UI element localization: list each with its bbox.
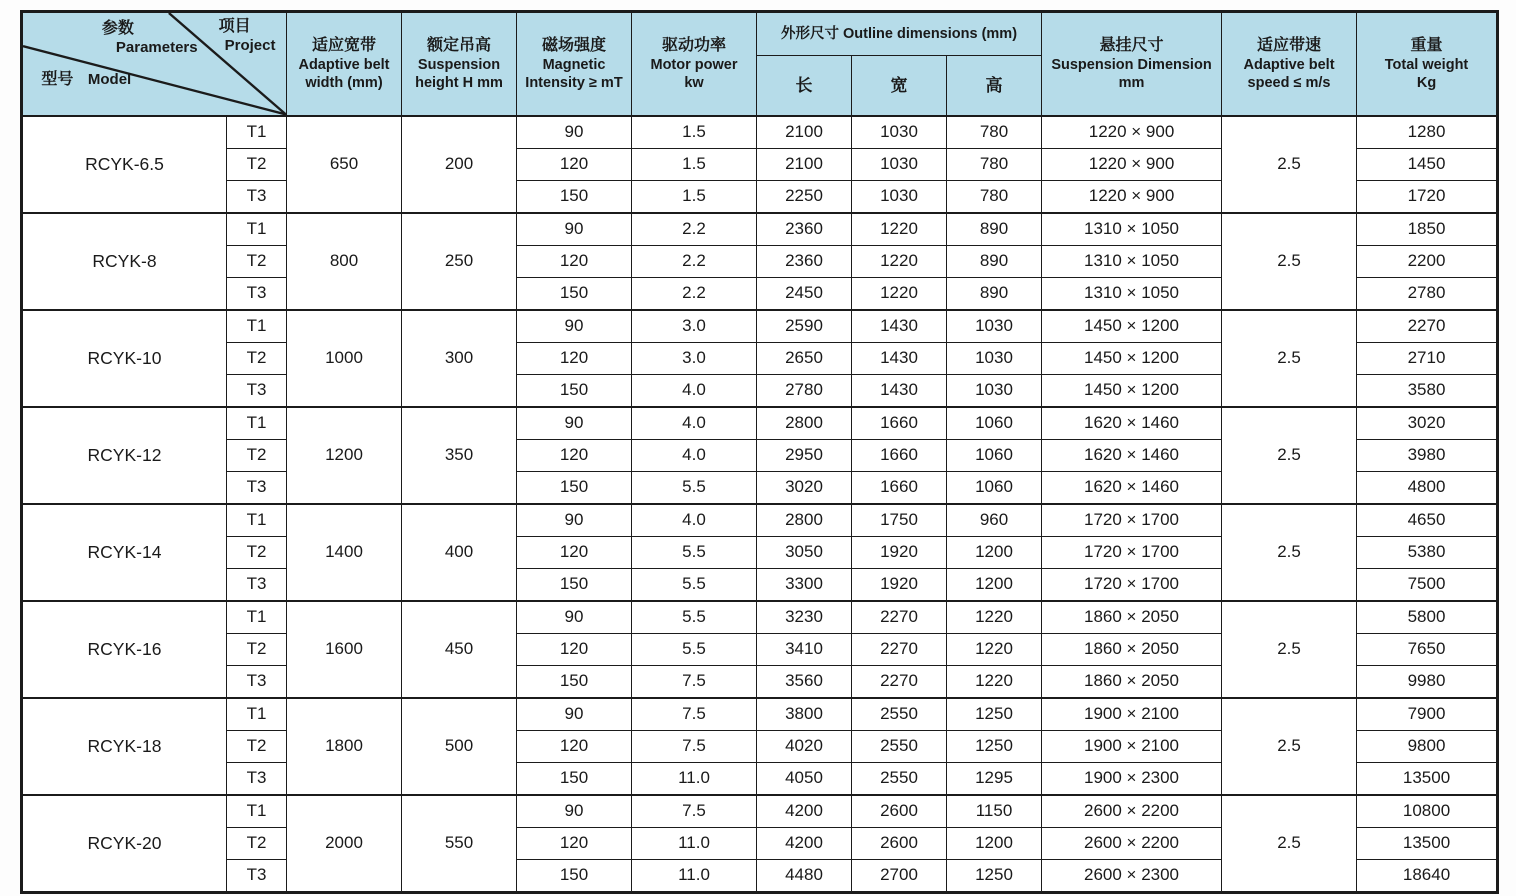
width-cell: 1660: [852, 471, 947, 504]
length-cell: 4020: [757, 730, 852, 762]
height-cell: 890: [947, 277, 1042, 310]
length-cell: 2800: [757, 504, 852, 537]
table-row: [22, 310, 1498, 343]
t-label-cell: T2: [227, 633, 287, 665]
weight-cell: 13500: [1357, 827, 1498, 859]
width-cell: 1660: [852, 439, 947, 471]
suspension-dimension-cell: 2600 × 2200: [1042, 795, 1222, 828]
length-cell: 4200: [757, 827, 852, 859]
belt-width-cell: 1800: [287, 698, 402, 795]
length-cell: 2800: [757, 407, 852, 440]
belt-speed-cell: 2.5: [1222, 601, 1357, 698]
motor-power-cell: 3.0: [632, 310, 757, 343]
t-label-cell: T2: [227, 148, 287, 180]
width-cell: 2550: [852, 762, 947, 795]
length-cell: 4480: [757, 859, 852, 892]
motor-power-cell: 7.5: [632, 698, 757, 731]
t-label-cell: T3: [227, 859, 287, 892]
motor-power-cell: 7.5: [632, 730, 757, 762]
motor-power-cell: 7.5: [632, 665, 757, 698]
height-cell: 1250: [947, 698, 1042, 731]
corner-label-parameters: 参数 Parameters: [101, 20, 198, 57]
suspension-dimension-cell: 1220 × 900: [1042, 116, 1222, 149]
weight-cell: 7900: [1357, 698, 1498, 731]
belt-speed-cell: 2.5: [1222, 698, 1357, 795]
weight-cell: 7650: [1357, 633, 1498, 665]
height-cell: 1220: [947, 633, 1042, 665]
width-cell: 1430: [852, 342, 947, 374]
belt-width-cell: 2000: [287, 795, 402, 893]
table-row: [22, 795, 1498, 828]
magnetic-intensity-cell: 90: [517, 795, 632, 828]
length-cell: 3560: [757, 665, 852, 698]
suspension-dimension-cell: 1620 × 1460: [1042, 471, 1222, 504]
width-cell: 2270: [852, 665, 947, 698]
model-cell: RCYK-20: [22, 795, 227, 893]
t-label-cell: T1: [227, 116, 287, 149]
height-cell: 1295: [947, 762, 1042, 795]
magnetic-intensity-cell: 90: [517, 310, 632, 343]
model-cell: RCYK-6.5: [22, 116, 227, 213]
t-label-cell: T3: [227, 665, 287, 698]
belt-width-cell: 1000: [287, 310, 402, 407]
col-header-suspension-dimension: 悬挂尺寸 Suspension Dimension mm: [1042, 12, 1222, 116]
t-label-cell: T1: [227, 795, 287, 828]
suspension-dimension-cell: 1860 × 2050: [1042, 601, 1222, 634]
magnetic-intensity-cell: 90: [517, 504, 632, 537]
belt-speed-cell: 2.5: [1222, 310, 1357, 407]
weight-cell: 1280: [1357, 116, 1498, 149]
motor-power-cell: 1.5: [632, 116, 757, 149]
suspension-dimension-cell: 1900 × 2100: [1042, 730, 1222, 762]
corner-header-cell: [22, 12, 287, 116]
suspension-height-cell: 200: [402, 116, 517, 213]
suspension-height-cell: 300: [402, 310, 517, 407]
width-cell: 1920: [852, 568, 947, 601]
weight-cell: 1850: [1357, 213, 1498, 246]
magnetic-intensity-cell: 120: [517, 342, 632, 374]
motor-power-cell: 5.5: [632, 633, 757, 665]
suspension-height-cell: 450: [402, 601, 517, 698]
weight-cell: 9980: [1357, 665, 1498, 698]
suspension-dimension-cell: 1220 × 900: [1042, 148, 1222, 180]
height-cell: 1200: [947, 568, 1042, 601]
suspension-dimension-cell: 1900 × 2100: [1042, 698, 1222, 731]
t-label-cell: T2: [227, 245, 287, 277]
height-cell: 780: [947, 116, 1042, 149]
col-header-height: 高: [947, 56, 1042, 116]
weight-cell: 4800: [1357, 471, 1498, 504]
belt-speed-cell: 2.5: [1222, 213, 1357, 310]
motor-power-cell: 5.5: [632, 601, 757, 634]
t-label-cell: T3: [227, 180, 287, 213]
height-cell: 1220: [947, 665, 1042, 698]
motor-power-cell: 1.5: [632, 180, 757, 213]
height-cell: 780: [947, 180, 1042, 213]
width-cell: 1660: [852, 407, 947, 440]
table-row: [22, 698, 1498, 731]
table-row: [22, 213, 1498, 246]
height-cell: 1030: [947, 342, 1042, 374]
length-cell: 2950: [757, 439, 852, 471]
width-cell: 2270: [852, 601, 947, 634]
length-cell: 3300: [757, 568, 852, 601]
width-cell: 2600: [852, 795, 947, 828]
length-cell: 3020: [757, 471, 852, 504]
table-row: [22, 116, 1498, 149]
model-cell: RCYK-16: [22, 601, 227, 698]
col-header-belt-speed: 适应带速 Adaptive belt speed ≤ m/s: [1222, 12, 1357, 116]
motor-power-cell: 3.0: [632, 342, 757, 374]
t-label-cell: T1: [227, 310, 287, 343]
specification-table: [20, 10, 1499, 894]
t-label-cell: T3: [227, 568, 287, 601]
length-cell: 2250: [757, 180, 852, 213]
height-cell: 890: [947, 213, 1042, 246]
suspension-dimension-cell: 1720 × 1700: [1042, 504, 1222, 537]
model-cell: RCYK-10: [22, 310, 227, 407]
height-cell: 1060: [947, 407, 1042, 440]
width-cell: 2550: [852, 698, 947, 731]
width-cell: 1220: [852, 245, 947, 277]
height-cell: 1200: [947, 536, 1042, 568]
table-row: [22, 601, 1498, 634]
height-cell: 1250: [947, 859, 1042, 892]
t-label-cell: T3: [227, 471, 287, 504]
model-cell: RCYK-18: [22, 698, 227, 795]
magnetic-intensity-cell: 120: [517, 245, 632, 277]
corner-label-project: 项目 Project: [218, 18, 276, 55]
motor-power-cell: 4.0: [632, 504, 757, 537]
suspension-dimension-cell: 1620 × 1460: [1042, 407, 1222, 440]
length-cell: 2590: [757, 310, 852, 343]
suspension-dimension-cell: 1310 × 1050: [1042, 245, 1222, 277]
weight-cell: 7500: [1357, 568, 1498, 601]
motor-power-cell: 11.0: [632, 827, 757, 859]
weight-cell: 3020: [1357, 407, 1498, 440]
width-cell: 1750: [852, 504, 947, 537]
table-row: [22, 407, 1498, 440]
motor-power-cell: 2.2: [632, 213, 757, 246]
magnetic-intensity-cell: 120: [517, 827, 632, 859]
belt-speed-cell: 2.5: [1222, 795, 1357, 893]
height-cell: 1060: [947, 471, 1042, 504]
weight-cell: 1720: [1357, 180, 1498, 213]
suspension-dimension-cell: 1720 × 1700: [1042, 568, 1222, 601]
length-cell: 4200: [757, 795, 852, 828]
col-header-length: 长: [757, 56, 852, 116]
belt-width-cell: 1200: [287, 407, 402, 504]
width-cell: 2270: [852, 633, 947, 665]
magnetic-intensity-cell: 120: [517, 633, 632, 665]
suspension-dimension-cell: 1720 × 1700: [1042, 536, 1222, 568]
suspension-dimension-cell: 1450 × 1200: [1042, 310, 1222, 343]
length-cell: 2650: [757, 342, 852, 374]
magnetic-intensity-cell: 150: [517, 471, 632, 504]
weight-cell: 2270: [1357, 310, 1498, 343]
t-label-cell: T1: [227, 407, 287, 440]
length-cell: 3800: [757, 698, 852, 731]
magnetic-intensity-cell: 150: [517, 762, 632, 795]
table-row: [22, 504, 1498, 537]
length-cell: 2450: [757, 277, 852, 310]
width-cell: 2700: [852, 859, 947, 892]
col-header-magnetic-intensity: 磁场强度 Magnetic Intensity ≥ mT: [517, 12, 632, 116]
belt-speed-cell: 2.5: [1222, 116, 1357, 213]
suspension-dimension-cell: 1620 × 1460: [1042, 439, 1222, 471]
width-cell: 1030: [852, 180, 947, 213]
suspension-dimension-cell: 1450 × 1200: [1042, 342, 1222, 374]
length-cell: 4050: [757, 762, 852, 795]
t-label-cell: T1: [227, 213, 287, 246]
t-label-cell: T1: [227, 601, 287, 634]
length-cell: 2780: [757, 374, 852, 407]
length-cell: 3230: [757, 601, 852, 634]
t-label-cell: T1: [227, 698, 287, 731]
weight-cell: 3580: [1357, 374, 1498, 407]
magnetic-intensity-cell: 90: [517, 601, 632, 634]
motor-power-cell: 11.0: [632, 859, 757, 892]
belt-speed-cell: 2.5: [1222, 407, 1357, 504]
motor-power-cell: 4.0: [632, 439, 757, 471]
height-cell: 1030: [947, 310, 1042, 343]
suspension-dimension-cell: 2600 × 2300: [1042, 859, 1222, 892]
col-header-total-weight: 重量 Total weight Kg: [1357, 12, 1498, 116]
magnetic-intensity-cell: 90: [517, 116, 632, 149]
weight-cell: 2200: [1357, 245, 1498, 277]
t-label-cell: T2: [227, 439, 287, 471]
col-header-outline-dimensions: 外形尺寸 Outline dimensions (mm): [757, 12, 1042, 56]
weight-cell: 2710: [1357, 342, 1498, 374]
model-cell: RCYK-14: [22, 504, 227, 601]
length-cell: 3050: [757, 536, 852, 568]
weight-cell: 1450: [1357, 148, 1498, 180]
magnetic-intensity-cell: 150: [517, 665, 632, 698]
suspension-dimension-cell: 1860 × 2050: [1042, 633, 1222, 665]
suspension-height-cell: 550: [402, 795, 517, 893]
height-cell: 1250: [947, 730, 1042, 762]
width-cell: 2550: [852, 730, 947, 762]
motor-power-cell: 11.0: [632, 762, 757, 795]
length-cell: 3410: [757, 633, 852, 665]
model-cell: RCYK-8: [22, 213, 227, 310]
height-cell: 1060: [947, 439, 1042, 471]
length-cell: 2360: [757, 245, 852, 277]
motor-power-cell: 4.0: [632, 374, 757, 407]
suspension-dimension-cell: 1310 × 1050: [1042, 277, 1222, 310]
motor-power-cell: 4.0: [632, 407, 757, 440]
magnetic-intensity-cell: 150: [517, 277, 632, 310]
suspension-height-cell: 350: [402, 407, 517, 504]
col-header-motor-power: 驱动功率 Motor power kw: [632, 12, 757, 116]
magnetic-intensity-cell: 150: [517, 568, 632, 601]
width-cell: 2600: [852, 827, 947, 859]
suspension-height-cell: 250: [402, 213, 517, 310]
weight-cell: 18640: [1357, 859, 1498, 892]
width-cell: 1430: [852, 310, 947, 343]
magnetic-intensity-cell: 120: [517, 730, 632, 762]
height-cell: 780: [947, 148, 1042, 180]
magnetic-intensity-cell: 120: [517, 536, 632, 568]
motor-power-cell: 5.5: [632, 536, 757, 568]
belt-width-cell: 1600: [287, 601, 402, 698]
motor-power-cell: 5.5: [632, 568, 757, 601]
suspension-dimension-cell: 1900 × 2300: [1042, 762, 1222, 795]
width-cell: 1030: [852, 148, 947, 180]
motor-power-cell: 2.2: [632, 277, 757, 310]
weight-cell: 10800: [1357, 795, 1498, 828]
col-header-suspension-height: 额定吊高 Suspension height H mm: [402, 12, 517, 116]
magnetic-intensity-cell: 90: [517, 213, 632, 246]
magnetic-intensity-cell: 150: [517, 374, 632, 407]
belt-speed-cell: 2.5: [1222, 504, 1357, 601]
width-cell: 1220: [852, 213, 947, 246]
suspension-dimension-cell: 1310 × 1050: [1042, 213, 1222, 246]
corner-label-model: 型号 Model: [41, 70, 132, 88]
height-cell: 890: [947, 245, 1042, 277]
height-cell: 1200: [947, 827, 1042, 859]
t-label-cell: T2: [227, 730, 287, 762]
width-cell: 1920: [852, 536, 947, 568]
suspension-dimension-cell: 2600 × 2200: [1042, 827, 1222, 859]
t-label-cell: T1: [227, 504, 287, 537]
length-cell: 2360: [757, 213, 852, 246]
col-header-belt-width: 适应宽带 Adaptive belt width (mm): [287, 12, 402, 116]
height-cell: 1030: [947, 374, 1042, 407]
t-label-cell: T3: [227, 277, 287, 310]
weight-cell: 3980: [1357, 439, 1498, 471]
belt-width-cell: 650: [287, 116, 402, 213]
suspension-height-cell: 500: [402, 698, 517, 795]
length-cell: 2100: [757, 116, 852, 149]
motor-power-cell: 7.5: [632, 795, 757, 828]
table-header: [22, 12, 1498, 116]
model-cell: RCYK-12: [22, 407, 227, 504]
col-header-width: 宽: [852, 56, 947, 116]
motor-power-cell: 2.2: [632, 245, 757, 277]
t-label-cell: T2: [227, 827, 287, 859]
height-cell: 1150: [947, 795, 1042, 828]
width-cell: 1220: [852, 277, 947, 310]
magnetic-intensity-cell: 150: [517, 180, 632, 213]
magnetic-intensity-cell: 150: [517, 859, 632, 892]
t-label-cell: T2: [227, 342, 287, 374]
magnetic-intensity-cell: 90: [517, 407, 632, 440]
height-cell: 1220: [947, 601, 1042, 634]
weight-cell: 4650: [1357, 504, 1498, 537]
weight-cell: 5800: [1357, 601, 1498, 634]
magnetic-intensity-cell: 120: [517, 148, 632, 180]
magnetic-intensity-cell: 90: [517, 698, 632, 731]
t-label-cell: T3: [227, 762, 287, 795]
width-cell: 1030: [852, 116, 947, 149]
table-body: [22, 116, 1498, 893]
weight-cell: 13500: [1357, 762, 1498, 795]
weight-cell: 5380: [1357, 536, 1498, 568]
motor-power-cell: 5.5: [632, 471, 757, 504]
suspension-dimension-cell: 1220 × 900: [1042, 180, 1222, 213]
weight-cell: 9800: [1357, 730, 1498, 762]
belt-width-cell: 1400: [287, 504, 402, 601]
belt-width-cell: 800: [287, 213, 402, 310]
height-cell: 960: [947, 504, 1042, 537]
length-cell: 2100: [757, 148, 852, 180]
motor-power-cell: 1.5: [632, 148, 757, 180]
width-cell: 1430: [852, 374, 947, 407]
t-label-cell: T2: [227, 536, 287, 568]
suspension-dimension-cell: 1860 × 2050: [1042, 665, 1222, 698]
suspension-height-cell: 400: [402, 504, 517, 601]
suspension-dimension-cell: 1450 × 1200: [1042, 374, 1222, 407]
weight-cell: 2780: [1357, 277, 1498, 310]
magnetic-intensity-cell: 120: [517, 439, 632, 471]
t-label-cell: T3: [227, 374, 287, 407]
